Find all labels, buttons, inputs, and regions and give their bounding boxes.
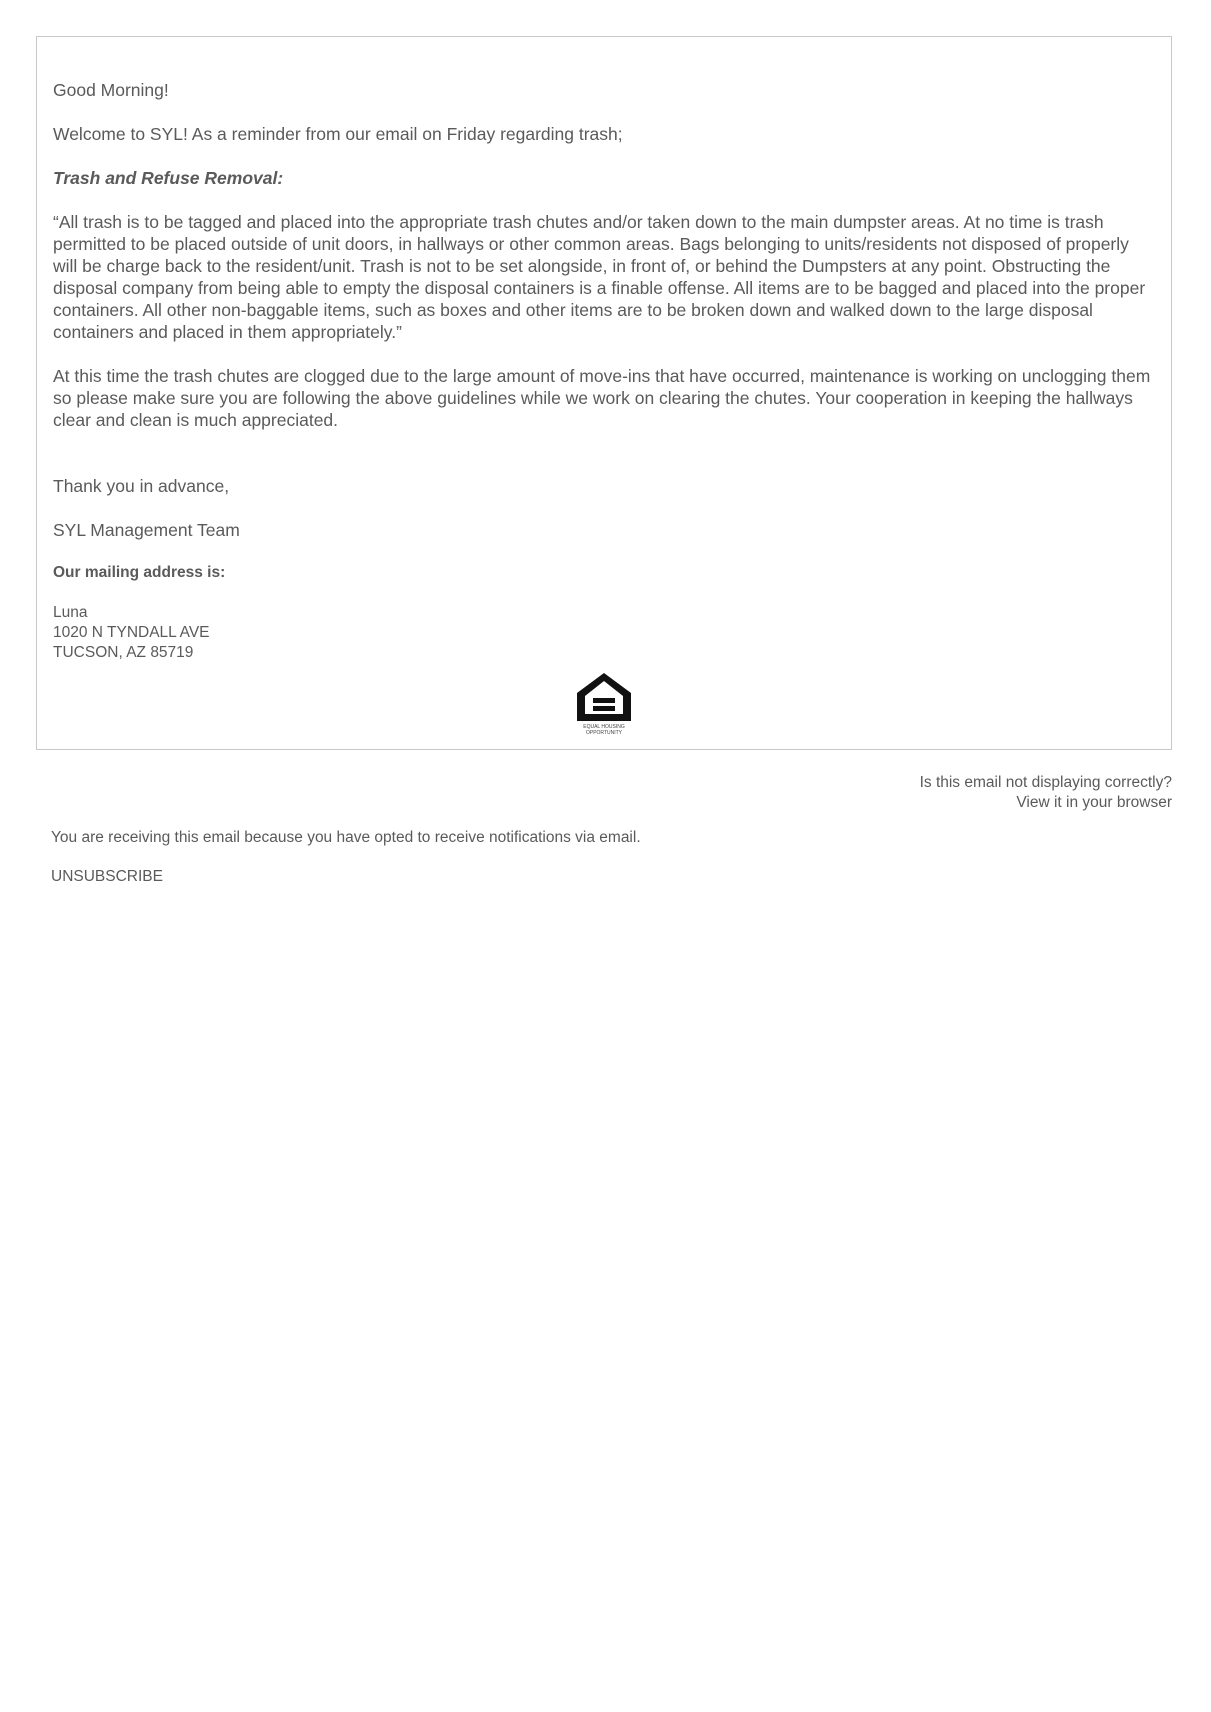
spacer xyxy=(53,453,1155,475)
browser-view-note xyxy=(920,773,1172,813)
display-question: Is this email not displaying correctly? xyxy=(919,774,1172,791)
logo-text-line-2: OPPORTUNITY xyxy=(585,730,623,735)
signature: SYL Management Team xyxy=(53,520,240,540)
greeting: Good Morning! xyxy=(53,80,169,100)
unsubscribe-link[interactable]: UNSUBSCRIBE xyxy=(51,868,163,885)
address-city-state-zip: TUCSON, AZ 85719 xyxy=(53,644,194,661)
logo-text-line-1: EQUAL HOUSING xyxy=(583,724,625,730)
opt-in-notice: You are receiving this email because you have opted to receive notifications via email. xyxy=(51,829,641,846)
equal-housing-opportunity-icon xyxy=(575,671,633,735)
intro-text: Welcome to SYL! As a reminder from our email on Friday regarding trash; xyxy=(53,124,623,144)
address-street: 1020 N TYNDALL AVE xyxy=(53,624,210,641)
update-text: At this time the trash chutes are clogged due to the large amount of move-ins that have occurred, maintenance is working on unclogging them so please make sure you are following the above guidelines while we work on clearing the chutes. Your cooperation in keeping the hallways clear and clean is much appreciated. xyxy=(53,366,1151,430)
closing-text: Thank you in advance, xyxy=(53,476,230,496)
mailing-address-label: Our mailing address is: xyxy=(53,564,226,581)
email-content-box xyxy=(36,36,1172,750)
section-heading: Trash and Refuse Removal: xyxy=(53,168,284,188)
view-in-browser-link[interactable]: View it in your browser xyxy=(1016,794,1172,811)
logo-container xyxy=(37,671,1171,740)
policy-quote: “All trash is to be tagged and placed into the appropriate trash chutes and/or taken down to the main dumpster areas. At no time is trash permitted to be placed outside of unit doors, in hallways or other common areas. Bags belonging to units/residents not disposed of properly will be charge back to the resident/unit. Trash is not to be set alongside, in front of, or behind the Dumpsters at any point. Obstructing the disposal company from being able to empty the disposal containers is a finable offense. All items are to be bagged and placed into the proper containers. All other non-baggable items, such as boxes and other items are to be broken down and walked down to the large disposal containers and placed in them appropriately.” xyxy=(53,212,1146,342)
address-name: Luna xyxy=(53,604,88,621)
